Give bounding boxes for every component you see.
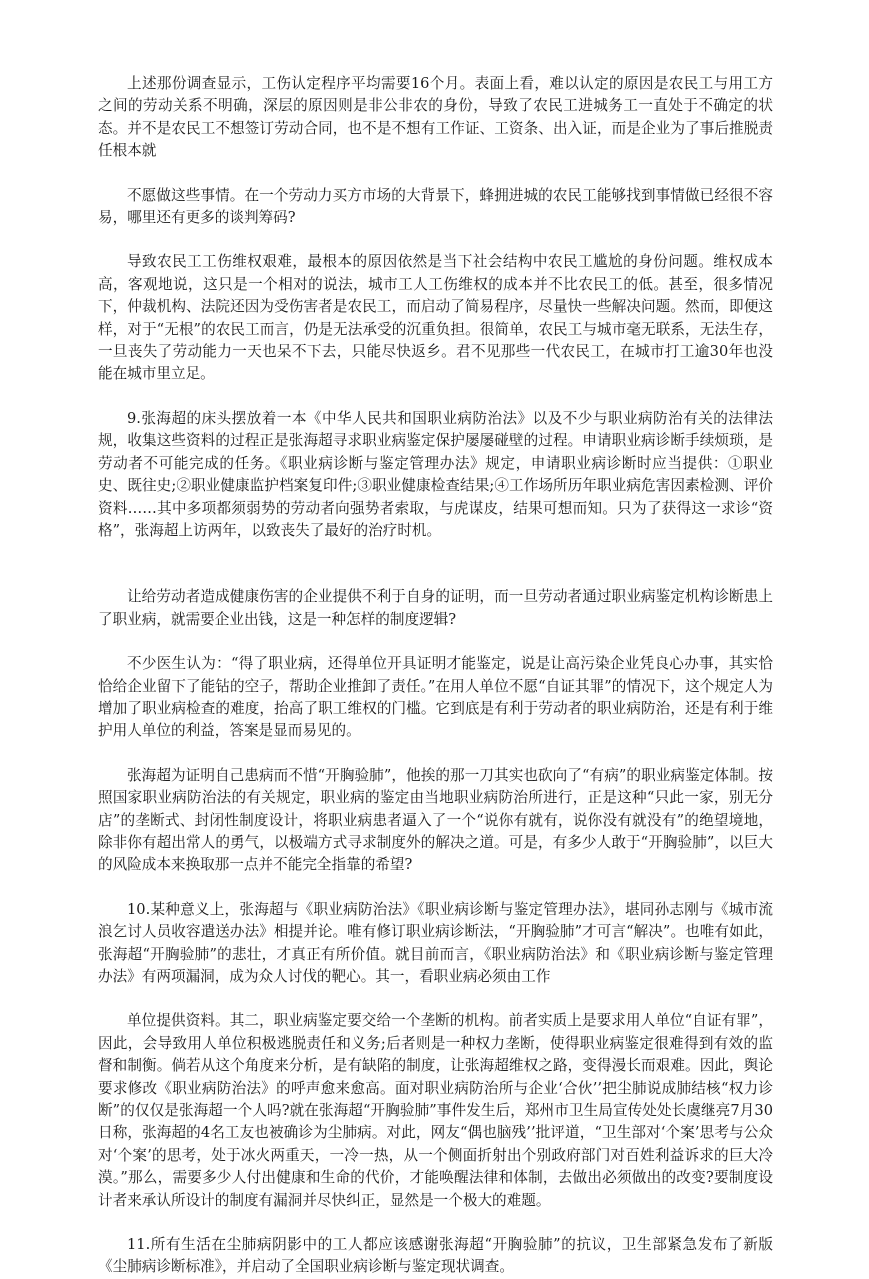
paragraph-gap [98,163,773,185]
paragraph-3: 导致农民工工伤维权艰难，最根本的原因依然是当下社会结构中农民工尴尬的身份问题。维权成本高，客观地说，这只是一个相对的说法，城市工人工伤维权的成本并不比农民工的低。甚至，很多情况下，仲裁机构、法院还因为受伤害者是农民工，而启动了简易程序，尽量快一些解决问题。然而，即便这样，对于“无根”的农民工而言，仍是无法承受的沉重负担。很简单，农民工与城市毫无联系，无法生存，一旦丧失了劳动能力一天也呆不下去，只能尽快返乡。君不见那些一代农民工，在城市打工逾30年也没能在城市里立足。 [98,253,773,383]
paragraph-5: 让给劳动者造成健康伤害的企业提供不利于自身的证明，而一旦劳动者通过职业病鉴定机构诊断患上了职业病，就需要企业出钱，这是一种怎样的制度逻辑? [98,588,773,628]
paragraph-10: 11.所有生活在尘肺病阴影中的工人都应该感谢张海超“开胸验肺”的抗议，卫生部紧急发布了新版《尘肺病诊断标准》，并启动了全国职业病诊断与鉴定现状调查。 [98,1236,773,1276]
paragraph-gap [98,229,773,251]
paragraph-7: 张海超为证明自己患病而不惜“开胸验肺”，他挨的那一刀其实也砍向了“有病”的职业病鉴定体制。按照国家职业病防治法的有关规定，职业病的鉴定由当地职业病防治所进行，正是这种“只此一家，别无分店”的垄断式、封闭性制度设计，将职业病患者逼入了一个“说你有就有，说你没有就没有”的绝望境地，除非你有超出常人的勇气，以极端方式寻求制度外的解决之道。可是，有多少人敢于“开胸验肺”，以巨大的风险成本来换取那一点并不能完全指靠的希望? [98,766,773,874]
paragraph-4: 9.张海超的床头摆放着一本《中华人民共和国职业病防治法》以及不少与职业病防治有关的法律法规，收集这些资料的过程正是张海超寻求职业病鉴定保护屡屡碰壁的过程。申请职业病诊断手续烦琐，是劳动者不可能完成的任务。《职业病诊断与鉴定管理办法》规定，申请职业病诊断时应当提供：①职业史、既往史;②职业健康监护档案复印件;③职业健康检查结果;④工作场所历年职业病危害因素检测、评价资料……其中多项都须弱势的劳动者向强势者索取，与虎谋皮，结果可想而知。只为了获得这一求诊“资格”，张海超上访两年，以致丧失了最好的治疗时机。 [98,409,773,539]
paragraph-gap [98,877,773,899]
paragraph-gap [98,743,773,765]
paragraph-1: 上述那份调查显示，工伤认定程序平均需要16个月。表面上看，难以认定的原因是农民工与用工方之间的劳动关系不明确，深层的原因则是非公非农的身份，导致了农民工进城务工一直处于不确定的状态。并不是农民工不想签订劳动合同，也不是不想有工作证、工资条、出入证，而是企业为了事后推脱责任根本就 [98,75,773,160]
paragraph-6: 不少医生认为：“得了职业病，还得单位开具证明才能鉴定，说是让高污染企业凭良心办事，其实恰恰给企业留下了能钻的空子，帮助企业推卸了责任。”在用人单位不愿“自证其罪”的情况下，这个规定人为增加了职业病检查的难度，抬高了职工维权的门槛。它到底是有利于劳动者的职业病防治，还是有利于维护用人单位的利益，答案是显而易见的。 [98,655,773,740]
paragraph-gap [98,386,773,408]
paragraph-gap [98,988,773,1010]
paragraph-8: 10.某种意义上，张海超与《职业病防治法》《职业病诊断与鉴定管理办法》，堪同孙志刚与《城市流浪乞讨人员收容遣送办法》相提并论。唯有修订职业病诊断法，“开胸验肺”才可言“解决”。也唯有如此，张海超“开胸验肺”的悲壮，才真正有所价值。就目前而言，《职业病防治法》和《职业病诊断与鉴定管理办法》有两项漏洞，成为众人讨伐的靶心。其一，看职业病必须由工作 [98,900,773,985]
paragraph-2: 不愿做这些事情。在一个劳动力买方市场的大背景下，蜂拥进城的农民工能够找到事情做已经很不容易，哪里还有更多的谈判筹码? [98,186,773,227]
paragraph-gap [98,1212,773,1234]
paragraph-gap [98,631,773,653]
paragraph-gap [98,542,773,586]
paragraph-9: 单位提供资料。其二，职业病鉴定要交给一个垄断的机构。前者实质上是要求用人单位“自证有罪”，因此，会导致用人单位积极逃脱责任和义务;后者则是一种权力垄断，使得职业病鉴定很难得到有效的监督和制衡。倘若从这个角度来分析，是有缺陷的制度，让张海超维权之路，变得漫长而艰难。因此，舆论要求修改《职业病防治法》的呼声愈来愈高。面对职业病防治所与企业‘合伙’’把尘肺说成肺结核“权力诊断”的仅仅是张海超一个人吗?就在张海超“开胸验肺”事件发生后，郑州市卫生局宣传处处长虞继亮7月30日称，张海超的4名工友也被确诊为尘肺病。对此，网友“偶也脑残’’批评道，“卫生部对‘个案’思考与公众对‘个案’的思考，处于冰火两重天，一冷一热，从一个侧面折射出个别政府部门对百姓利益诉求的巨大冷漠。”那么，需要多少人付出健康和生命的代价，才能唤醒法律和体制，去做出必须做出的改变?要制度设计者来承认所设计的制度有漏洞并尽快纠正，显然是一个极大的难题。 [98,1012,773,1209]
